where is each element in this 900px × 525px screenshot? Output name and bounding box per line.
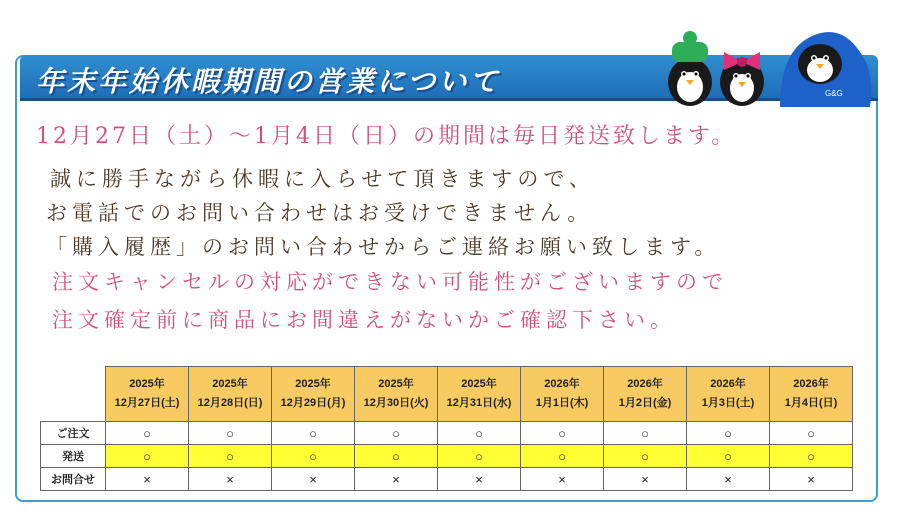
table-cell: ○ <box>272 422 355 445</box>
notice-line-3: 「購入履歴」のお問い合わせからご連絡お願い致します。 <box>46 235 721 259</box>
date-header: 2026年 1月2日(金) <box>604 367 687 422</box>
table-cell: × <box>438 468 521 491</box>
table-cell: ○ <box>106 445 189 468</box>
table-cell: × <box>106 468 189 491</box>
penguin-pink-bow-icon <box>720 52 764 106</box>
table-row-inquiry <box>41 468 853 491</box>
table-row-shipping <box>41 445 853 468</box>
row-label: お問合せ <box>41 468 106 491</box>
date-header: 2026年 1月4日(日) <box>770 367 853 422</box>
date-header: 2025年 12月31日(水) <box>438 367 521 422</box>
table-cell: ○ <box>770 422 853 445</box>
date-header: 2025年 12月29日(月) <box>272 367 355 422</box>
table-cell: × <box>687 468 770 491</box>
table-cell: ○ <box>521 422 604 445</box>
date-header: 2026年 1月1日(木) <box>521 367 604 422</box>
warning-line-2: 注文確定前に商品にお間違えがないかご確認下さい。 <box>52 308 676 332</box>
table-cell: × <box>189 468 272 491</box>
notice-line-2: お電話でのお問い合わせはお受けできません。 <box>46 201 594 225</box>
schedule-table <box>40 366 853 491</box>
table-cell: ○ <box>604 445 687 468</box>
table-cell: ○ <box>189 445 272 468</box>
table-cell: ○ <box>355 422 438 445</box>
holiday-period-text: 12月27日（土）〜1月4日（日）の期間は毎日発送致します。 <box>36 124 737 149</box>
date-header: 2025年 12月30日(火) <box>355 367 438 422</box>
table-cell: ○ <box>438 445 521 468</box>
table-cell: × <box>521 468 604 491</box>
table-cell: ○ <box>438 422 521 445</box>
table-cell: × <box>355 468 438 491</box>
warning-line-1: 注文キャンセルの対応ができない可能性がございますので <box>52 270 728 294</box>
table-cell: ○ <box>604 422 687 445</box>
notice-line-1: 誠に勝手ながら休暇に入らせて頂きますので、 <box>50 167 595 191</box>
table-cell: ○ <box>189 422 272 445</box>
table-cell: ○ <box>687 445 770 468</box>
penguin-green-hat-icon <box>668 31 712 106</box>
row-label: 発送 <box>41 445 106 468</box>
table-cell: ○ <box>770 445 853 468</box>
table-row-order <box>41 422 853 445</box>
table-cell: × <box>770 468 853 491</box>
date-header: 2025年 12月28日(日) <box>189 367 272 422</box>
table-cell: ○ <box>272 445 355 468</box>
page-title: 年末年始休暇期間の営業について <box>36 65 501 98</box>
date-header: 2025年 12月27日(土) <box>106 367 189 422</box>
date-header: 2026年 1月3日(土) <box>687 367 770 422</box>
mascot-badge-text: G&G <box>825 89 843 98</box>
table-cell: × <box>604 468 687 491</box>
schedule-header-row <box>41 367 853 422</box>
table-corner <box>41 367 106 422</box>
table-cell: ○ <box>106 422 189 445</box>
row-label: ご注文 <box>41 422 106 445</box>
penguin-mascots-illustration <box>660 12 875 107</box>
table-cell: ○ <box>687 422 770 445</box>
table-cell: × <box>272 468 355 491</box>
table-cell: ○ <box>521 445 604 468</box>
table-cell: ○ <box>355 445 438 468</box>
